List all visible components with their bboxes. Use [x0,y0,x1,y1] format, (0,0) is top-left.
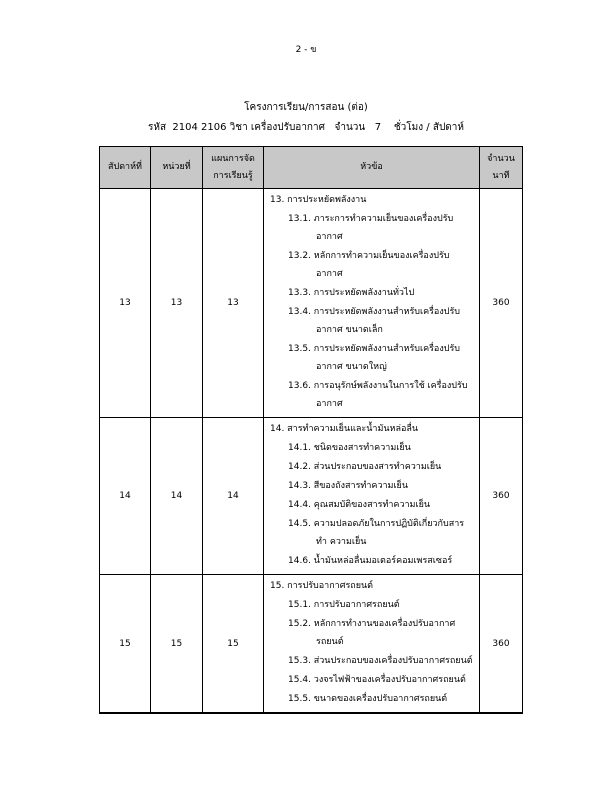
week-cell: 15 [100,575,151,714]
subtopic: 15.3. ส่วนประกอบของเครื่องปรับอากาศรถยนต์ [288,656,473,666]
subtopic: 13.2. หลักการทำความเย็นของเครื่องปรับอากาศ [288,251,450,279]
subtopic: 13.4. การประหยัดพลังงานสำหรับเครื่องปรับอากาศ ขนาดเล็ก [288,307,460,335]
table-row [100,189,523,418]
subtopic: 15.2. หลักการทำงานของเครื่องปรับอากาศรถยนต์ [288,619,456,647]
week-cell: 14 [100,418,151,575]
header-topic: หัวข้อ [264,147,480,189]
subtopic: 14.3. สีของถังสารทำความเย็น [288,481,408,491]
table-row [100,418,523,575]
header-minutes: จำนวน นาที [480,147,523,189]
subtopic: 15.1. การปรับอากาศรถยนต์ [288,600,400,610]
subtopic: 15.5. ขนาดของเครื่องปรับอากาศรถยนต์ [288,694,448,704]
unit-cell: 15 [151,575,203,714]
header-plan: แผนการจัด การเรียนรู้ [203,147,264,189]
subtopic: 13.3. การประหยัดพลังงานทั่วไป [288,288,415,298]
main-topic: 13. การประหยัดพลังงาน [270,195,367,205]
topic-cell [264,189,480,418]
subtopic: 14.2. ส่วนประกอบของสารทำความเย็น [288,462,442,472]
minutes-cell: 360 [480,418,523,575]
unit-cell: 13 [151,189,203,418]
subtopic: 13.5. การประหยัดพลังงานสำหรับเครื่องปรับอากาศ ขนาดใหญ่ [288,344,460,372]
topic-cell [264,575,480,714]
header-week: สัปดาห์ที่ [100,147,151,189]
minutes-cell: 360 [480,575,523,714]
week-cell: 13 [100,189,151,418]
table-row [100,575,523,714]
topic-cell [264,418,480,575]
minutes-cell: 360 [480,189,523,418]
plan-cell: 15 [203,575,264,714]
page-number: 2 - ข [295,45,317,55]
table-header-row [100,147,523,189]
lesson-plan-table [99,146,523,714]
unit-cell: 14 [151,418,203,575]
header-unit: หน่วยที่ [151,147,203,189]
plan-cell: 13 [203,189,264,418]
subtopic: 13.1. ภาระการทำความเย็นของเครื่องปรับอากาศ [288,214,454,242]
course-subtitle: รหัส 2104 2106 วิชา เครื่องปรับอากาศ จำนวน 7 ชั่วโมง / สัปดาห์ [148,122,464,133]
subtopic: 13.6. การอนุรักษ์พลังงานในการใช้ เครื่องปรับอากาศ [288,381,468,409]
subtopic: 14.5. ความปลอดภัยในการปฏิบัติเกี่ยวกับสารทำ ความเย็น [288,519,465,547]
main-topic: 15. การปรับอากาศรถยนต์ [270,581,373,591]
document-title: โครงการเรียน/การสอน (ต่อ) [244,102,368,113]
main-topic: 14. สารทำความเย็นและน้ำมันหล่อลื่น [270,424,419,434]
subtopic: 14.1. ชนิดของสารทำความเย็น [288,443,411,453]
subtopic: 14.6. น้ำมันหล่อลื่นมอเตอร์คอมเพรสเซอร์ [288,556,453,566]
subtopic: 15.4. วงจรไฟฟ้าของเครื่องปรับอากาศรถยนต์ [288,675,466,685]
plan-cell: 14 [203,418,264,575]
subtopic: 14.4. คุณสมบัติของสารทำความเย็น [288,500,430,510]
